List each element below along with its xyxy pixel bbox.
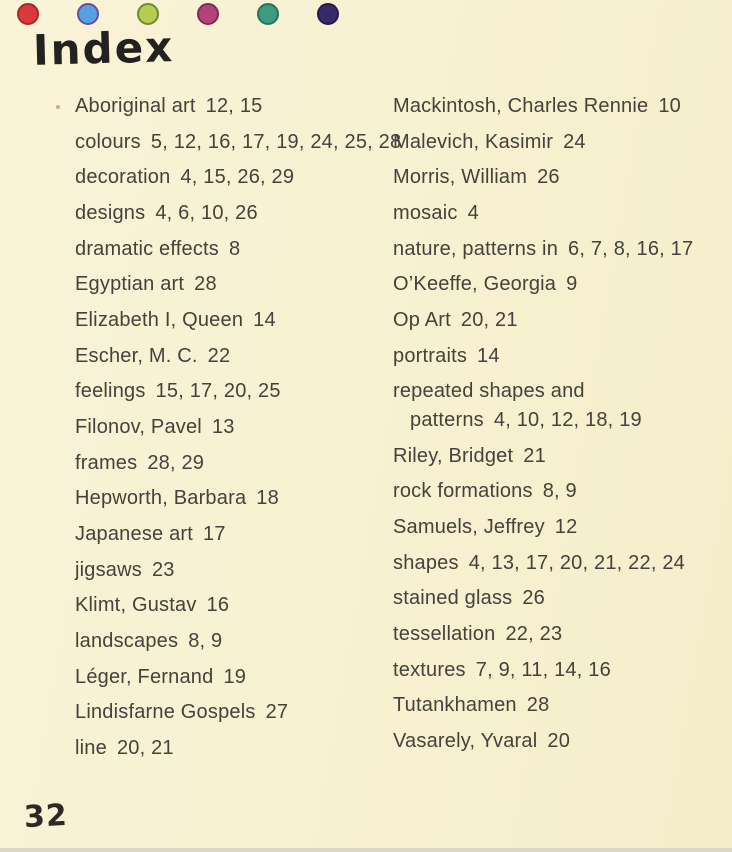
index-page-numbers: 28 xyxy=(194,273,217,296)
index-term: shapes xyxy=(393,551,459,574)
index-term: Elizabeth I, Queen xyxy=(75,309,244,332)
index-page-numbers: 20, 21 xyxy=(116,737,174,760)
index-entry xyxy=(393,510,728,546)
index-term: repeated shapes and xyxy=(393,380,585,403)
index-term: nature, patterns in xyxy=(393,237,559,260)
color-dot-icon xyxy=(77,3,99,25)
index-page-numbers: 19 xyxy=(223,665,247,688)
index-term: decoration xyxy=(75,166,171,189)
index-page-numbers: 21 xyxy=(523,444,546,467)
index-entry xyxy=(393,474,728,510)
index-entry xyxy=(393,439,728,475)
index-term: Escher, M. C. xyxy=(75,344,198,367)
index-page-numbers: 14 xyxy=(253,309,276,332)
index-page-numbers: 4 xyxy=(467,202,479,225)
index-page-numbers: 23 xyxy=(151,558,175,581)
index-page-numbers: 26 xyxy=(522,587,545,610)
index-term: Op Art xyxy=(393,309,451,332)
page-number: 32 xyxy=(23,797,69,836)
index-entry xyxy=(75,196,387,232)
index-entry xyxy=(75,89,387,125)
index-term: Morris, William xyxy=(393,166,528,189)
index-term: Japanese art xyxy=(75,523,194,546)
index-entry xyxy=(75,160,387,196)
index-entry xyxy=(75,588,387,624)
index-entry xyxy=(393,581,728,617)
index-term: frames xyxy=(75,451,138,474)
index-term: stained glass xyxy=(393,587,513,610)
index-entry xyxy=(75,339,387,375)
index-entry xyxy=(393,339,728,375)
scan-edge xyxy=(0,848,732,852)
index-term: jigsaws xyxy=(75,558,142,581)
index-term: mosaic xyxy=(393,202,458,225)
index-term: designs xyxy=(75,202,146,225)
index-entry xyxy=(393,267,728,303)
index-entry xyxy=(393,403,728,439)
index-page-numbers: 8 xyxy=(229,237,241,260)
index-page-numbers: 7, 9, 11, 14, 16 xyxy=(475,658,611,681)
index-term: feelings xyxy=(75,380,146,403)
index-entry xyxy=(75,374,387,410)
index-term: tessellation xyxy=(393,623,496,646)
index-entry xyxy=(75,517,387,553)
index-page-numbers: 4, 10, 12, 18, 19 xyxy=(493,409,642,432)
index-page-numbers: 12 xyxy=(554,516,578,539)
index-term: Klimt, Gustav xyxy=(75,594,197,617)
index-page-numbers: 20 xyxy=(547,730,571,753)
paper-speck xyxy=(56,105,60,109)
index-entry xyxy=(75,267,387,303)
index-page-numbers: 4, 6, 10, 26 xyxy=(155,202,258,225)
index-page-numbers: 10 xyxy=(658,95,681,117)
index-term: Riley, Bridget xyxy=(393,444,514,467)
index-entry xyxy=(393,196,728,232)
index-term: Vasarely, Yvaral xyxy=(393,730,538,753)
index-entry xyxy=(393,232,728,268)
index-page-numbers: 6, 7, 8, 16, 17 xyxy=(568,237,694,260)
index-page-numbers: 17 xyxy=(203,523,226,546)
color-dots-row xyxy=(17,3,339,25)
index-page-numbers: 22 xyxy=(207,344,231,367)
index-entry xyxy=(393,89,728,125)
index-page-numbers: 13 xyxy=(211,416,235,439)
index-term: Samuels, Jeffrey xyxy=(393,516,545,539)
index-term: Lindisfarne Gospels xyxy=(75,701,256,724)
index-entry xyxy=(75,446,387,482)
index-page-numbers: 14 xyxy=(477,344,500,367)
index-term: Tutankhamen xyxy=(393,694,517,717)
index-page-numbers: 26 xyxy=(537,166,560,189)
index-entry xyxy=(75,624,387,660)
index-term: Aboriginal art xyxy=(75,95,196,117)
color-dot-icon xyxy=(197,3,219,25)
index-page-numbers: 24 xyxy=(563,130,586,153)
index-entry xyxy=(393,653,728,689)
index-page-numbers: 8, 9 xyxy=(188,630,223,653)
index-term: Filonov, Pavel xyxy=(75,416,202,439)
index-page-numbers: 4, 13, 17, 20, 21, 22, 24 xyxy=(468,551,685,574)
index-term: colours xyxy=(75,130,141,153)
index-page-numbers: 28 xyxy=(526,694,550,717)
index-page-numbers: 28, 29 xyxy=(147,451,205,474)
index-term: landscapes xyxy=(75,630,179,653)
index-right-column xyxy=(393,89,728,760)
index-term: line xyxy=(75,737,107,760)
index-entry xyxy=(393,688,728,724)
index-entry xyxy=(75,660,387,696)
index-page-numbers: 8, 9 xyxy=(542,480,577,503)
index-page-numbers: 16 xyxy=(206,594,230,617)
index-entry xyxy=(75,695,387,731)
index-page-numbers: 20, 21 xyxy=(460,309,518,332)
index-entry xyxy=(75,303,387,339)
index-term: portraits xyxy=(393,344,468,367)
index-term: O’Keeffe, Georgia xyxy=(393,273,557,296)
index-page-numbers: 22, 23 xyxy=(505,623,563,646)
index-page-numbers: 12, 15 xyxy=(205,95,263,117)
index-entry xyxy=(393,125,728,161)
index-term: Léger, Fernand xyxy=(75,665,214,688)
index-entry xyxy=(393,160,728,196)
index-page-numbers: 9 xyxy=(566,273,578,296)
index-entry xyxy=(75,731,387,767)
index-entry xyxy=(75,125,402,161)
index-term: patterns xyxy=(410,409,484,432)
color-dot-icon xyxy=(257,3,279,25)
index-entry xyxy=(393,546,728,582)
index-entry xyxy=(393,617,728,653)
index-term: dramatic effects xyxy=(75,237,220,260)
index-term: Hepworth, Barbara xyxy=(75,487,247,510)
index-term: rock formations xyxy=(393,480,533,503)
index-page-numbers: 5, 12, 16, 17, 19, 24, 25, 28 xyxy=(150,130,402,153)
color-dot-icon xyxy=(17,3,39,25)
index-entry xyxy=(75,410,387,446)
index-entry xyxy=(393,303,728,339)
page-title: Index xyxy=(32,22,175,75)
index-term: Mackintosh, Charles Rennie xyxy=(393,95,649,117)
index-left-column xyxy=(75,89,402,767)
index-page-numbers: 18 xyxy=(256,487,279,510)
index-page-numbers: 15, 17, 20, 25 xyxy=(155,380,281,403)
index-term: textures xyxy=(393,658,466,681)
index-term: Malevich, Kasimir xyxy=(393,130,554,153)
index-entry xyxy=(75,232,387,268)
index-entry xyxy=(75,481,387,517)
color-dot-icon xyxy=(317,3,339,25)
index-page-numbers: 4, 15, 26, 29 xyxy=(180,166,295,189)
index-term: Egyptian art xyxy=(75,273,185,296)
index-entry xyxy=(75,553,387,589)
index-page-numbers: 27 xyxy=(265,701,289,724)
index-entry xyxy=(393,724,728,760)
